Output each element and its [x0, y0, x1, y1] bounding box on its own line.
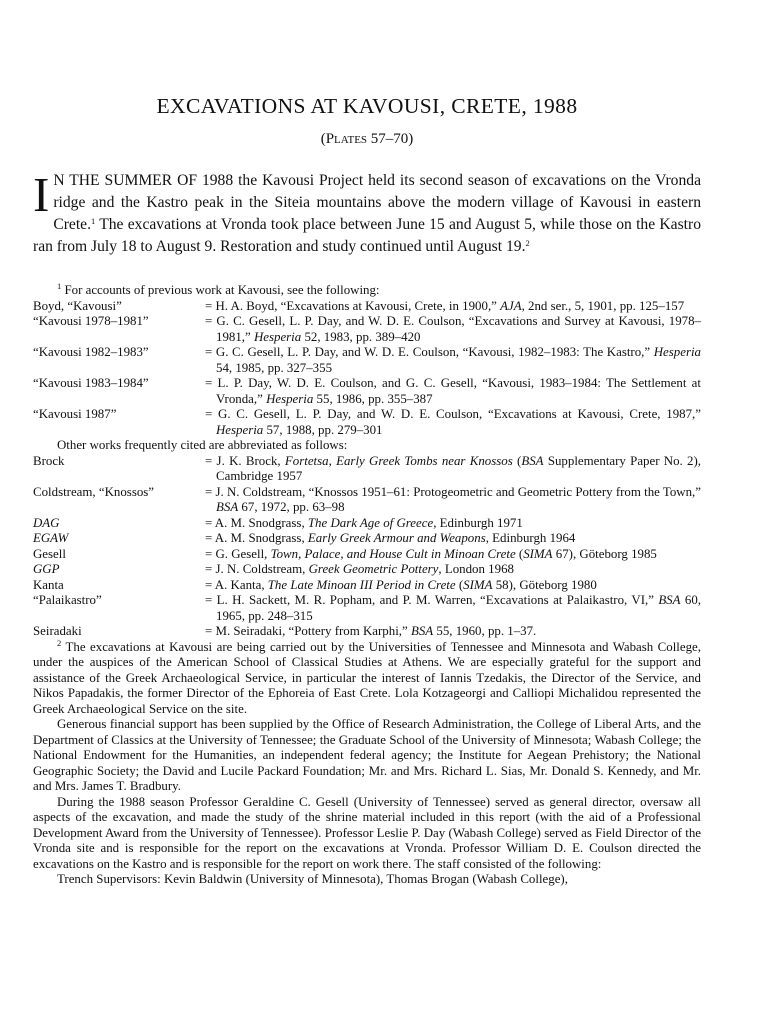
ref-text: 60, 1965, pp. 248–315 — [216, 593, 701, 623]
footnote-2-para-4: Trench Supervisors: Kevin Baldwin (University of Minnesota), Thomas Brogan (Wabash College), — [57, 872, 568, 886]
ref-italic: Fortetsa, Early Greek Tombs near Knossos — [284, 453, 513, 468]
abbreviation-entry — [33, 485, 701, 516]
ref-text: 55, 1986, pp. 355–387 — [313, 391, 433, 406]
ref-italic: BSA — [521, 453, 544, 468]
abbreviation-list — [33, 454, 701, 640]
footnotes — [33, 283, 701, 888]
ref-text: , Edinburgh 1964 — [485, 531, 576, 545]
ref-text: ( — [515, 546, 524, 561]
previous-work-entry — [33, 376, 701, 407]
ref-text: = J. N. Coldstream, “Knossos 1951–61: Protogeometric and Geometric Pottery from the Town,” — [205, 484, 701, 499]
ref-text: 54, 1985, pp. 327–355 — [216, 360, 333, 375]
ref-text: = A. M. Snodgrass, — [205, 531, 308, 545]
ref-text: Supplementary Paper No. 2), Cambridge 1957 — [216, 453, 702, 483]
ref-text: 52, 1983, pp. 389–420 — [301, 329, 421, 344]
ref-text: 55, 1960, pp. 1–37. — [433, 624, 537, 638]
ref-italic: BSA — [410, 624, 434, 638]
previous-work-entry — [33, 345, 701, 376]
ref-text: = L. H. Sackett, M. R. Popham, and P. M. Warren, “Excavations at Palaikastro, VI,” — [205, 593, 659, 607]
ref-italic: Hesperia — [253, 329, 302, 344]
footnote-marker-2: 2 — [57, 637, 62, 648]
ref-text: = A. Kanta, — [205, 577, 268, 592]
previous-work-entry — [33, 314, 701, 345]
ref-italic: BSA — [658, 593, 681, 607]
ref-text: = G. C. Gesell, L. P. Day, and W. D. E. Coulson, “Kavousi, 1982–1983: The Kastro,” — [205, 345, 654, 359]
ref-key: “Kavousi 1983–1984” — [33, 376, 149, 390]
ref-value — [205, 547, 701, 563]
ref-key: “Kavousi 1978–1981” — [33, 314, 149, 328]
footnote-2-para-3: During the 1988 season Professor Geraldine C. Gesell (University of Tennessee) served as general director, oversaw all aspects of the excavation, and made the study of the shrine material included in this report (with the aid of a Professional Development Award from the University of Tennessee). Professor Leslie P. Day (Wabash College) served as Field Director of the Vronda site and is responsible for the report on the excavations at Vronda. Professor William D. E. Coulson directed the excavations on the Kastro and is responsible for the report on work there. The staff consisted of the following: — [33, 794, 701, 871]
plates-reference: (Plates 57–70) — [320, 131, 414, 147]
ref-text: , Edinburgh 1971 — [433, 515, 523, 530]
intro-paragraph — [33, 167, 701, 258]
ref-value — [205, 345, 701, 376]
ref-italic: Hesperia — [266, 391, 314, 406]
ref-value — [205, 516, 701, 532]
ref-text: , London 1968 — [438, 562, 514, 576]
ref-text: 67), Göteborg 1985 — [552, 546, 657, 561]
ref-text: ( — [512, 453, 522, 468]
ref-value — [205, 593, 701, 624]
ref-value — [205, 562, 701, 578]
ref-text: = J. K. Brock, — [205, 453, 285, 468]
footnote-1-lead: $^1$ For accounts of previous work at Kavousi, see the following: — [57, 281, 380, 297]
ref-text: = G. C. Gesell, L. P. Day, and W. D. E. Coulson, “Excavations at Kavousi, Crete, 1987,” — [205, 407, 701, 421]
abbreviation-entry — [33, 547, 701, 563]
ref-key: DAG — [33, 515, 60, 530]
ref-italic: Early Greek Armour and Weapons — [307, 531, 486, 545]
abbreviation-entry — [33, 624, 701, 640]
footnote-marker-1: 1 — [57, 281, 62, 291]
ref-italic: Hesperia — [216, 422, 264, 437]
ref-key: Boyd, “Kavousi” — [33, 298, 122, 313]
ref-italic: AJA — [500, 298, 522, 313]
ref-key: “Palaikastro” — [33, 593, 102, 607]
footnote-ref-2[interactable]: 2 — [525, 238, 530, 248]
intro-text-1: N THE SUMMER OF 1988 the Kavousi Project held its second season of excavations on the Vronda ridge and the Kastro peak in the Siteia mountains above the modern village of Kavousi in eastern Crete. — [53, 172, 701, 233]
ref-italic: BSA — [216, 500, 239, 514]
abbreviation-entry — [33, 454, 701, 485]
abbreviation-entry — [33, 562, 701, 578]
ref-key: Gesell — [33, 546, 66, 561]
ref-value — [205, 299, 701, 315]
ref-text: ( — [455, 577, 464, 592]
ref-key: Coldstream, “Knossos” — [33, 484, 155, 499]
ref-key: “Kavousi 1987” — [33, 407, 117, 421]
ref-text: = M. Seiradaki, “Pottery from Karphi,” — [205, 624, 411, 638]
ref-text: = G. C. Gesell, L. P. Day, and W. D. E. Coulson, “Excavations and Survey at Kavousi, 1978–1981,” — [205, 314, 701, 344]
ref-italic: The Dark Age of Greece — [307, 515, 434, 530]
ref-key: GGP — [33, 562, 60, 576]
ref-text: 58), Göteborg 1980 — [492, 577, 597, 592]
footnote-2-para-1: $^2$ The excavations at Kavousi are being carried out by the Universities of Tennessee and Minnesota and Wabash College, under the auspices of the American School of Classical Studies at Athens. We are especially grateful for the support and assistance of the Greek Archaeological Service, in particular the interest of Iannis Tzedakis, the Director of the Service, and Nikos Papadakis, the former Director of the Ephoreia of East Crete. Lola Kotzageorgi and Calliopi Michalidou represented the Greek Archaeological Service on the site. — [33, 637, 701, 716]
abbreviation-entry — [33, 593, 701, 624]
ref-value — [205, 485, 701, 516]
abbreviation-entry — [33, 578, 701, 594]
ref-text: , 2nd ser., 5, 1901, pp. 125–157 — [521, 298, 685, 313]
other-works-lead: Other works frequently cited are abbreviated as follows: — [57, 438, 348, 452]
ref-key: Brock — [33, 453, 65, 468]
ref-italic: Hesperia — [653, 345, 701, 359]
ref-italic: Town, Palace, and House Cult in Minoan Crete — [270, 546, 516, 561]
ref-italic: Greek Geometric Pottery — [308, 562, 439, 576]
ref-text: = H. A. Boyd, “Excavations at Kavousi, Crete, in 1900,” — [205, 298, 501, 313]
ref-text: = G. Gesell, — [205, 546, 271, 561]
footnote-2-para-2: Generous financial support has been supplied by the Office of Research Administration, the College of Liberal Arts, and the Department of Classics at the University of Tennessee; the Graduate School of the University of Minnesota; Wabash College; the National Endowment for the Humanities, an independent federal agency; the Institute for Aegean Prehistory; the National Geographic Society; the David and Lucile Packard Foundation; Mr. and Mrs. Richard L. Sias, Mr. Donald S. Kennedy, and Mr. and Mrs. James T. Bradbury. — [33, 717, 701, 793]
previous-work-list — [33, 299, 701, 439]
ref-value — [205, 376, 701, 407]
ref-value — [205, 314, 701, 345]
ref-italic: SIMA — [523, 546, 553, 561]
ref-value — [205, 454, 701, 485]
abbreviation-entry — [33, 516, 701, 532]
ref-key: Kanta — [33, 577, 64, 592]
ref-text: = J. N. Coldstream, — [205, 562, 309, 576]
ref-text: 57, 1988, pp. 279–301 — [263, 422, 383, 437]
ref-key: “Kavousi 1982–1983” — [33, 345, 149, 359]
ref-value — [205, 578, 701, 594]
previous-work-entry — [33, 299, 701, 315]
ref-italic: The Late Minoan III Period in Crete — [267, 577, 456, 592]
ref-key: Seiradaki — [33, 624, 82, 638]
ref-italic: SIMA — [463, 577, 493, 592]
ref-value — [205, 407, 701, 438]
previous-work-entry — [33, 407, 701, 438]
intro-text-2: The excavations at Vronda took place between June 15 and August 5, while those on the Kastro ran from July 18 to August 9. Restoration and study continued until August 19. — [33, 216, 701, 255]
ref-key: EGAW — [33, 531, 69, 545]
ref-text: 67, 1972, pp. 63–98 — [238, 500, 345, 514]
ref-text: = A. M. Snodgrass, — [205, 515, 308, 530]
drop-cap: I — [33, 167, 50, 222]
ref-value — [205, 531, 701, 547]
ref-text: = L. P. Day, W. D. E. Coulson, and G. C. Gesell, “Kavousi, 1983–1984: The Settlement at Vronda,” — [205, 376, 701, 406]
abbreviation-entry — [33, 531, 701, 547]
footnote-ref-1[interactable]: 1 — [91, 216, 96, 226]
ref-value — [205, 624, 701, 640]
article-title: EXCAVATIONS AT KAVOUSI, CRETE, 1988 — [156, 94, 578, 118]
